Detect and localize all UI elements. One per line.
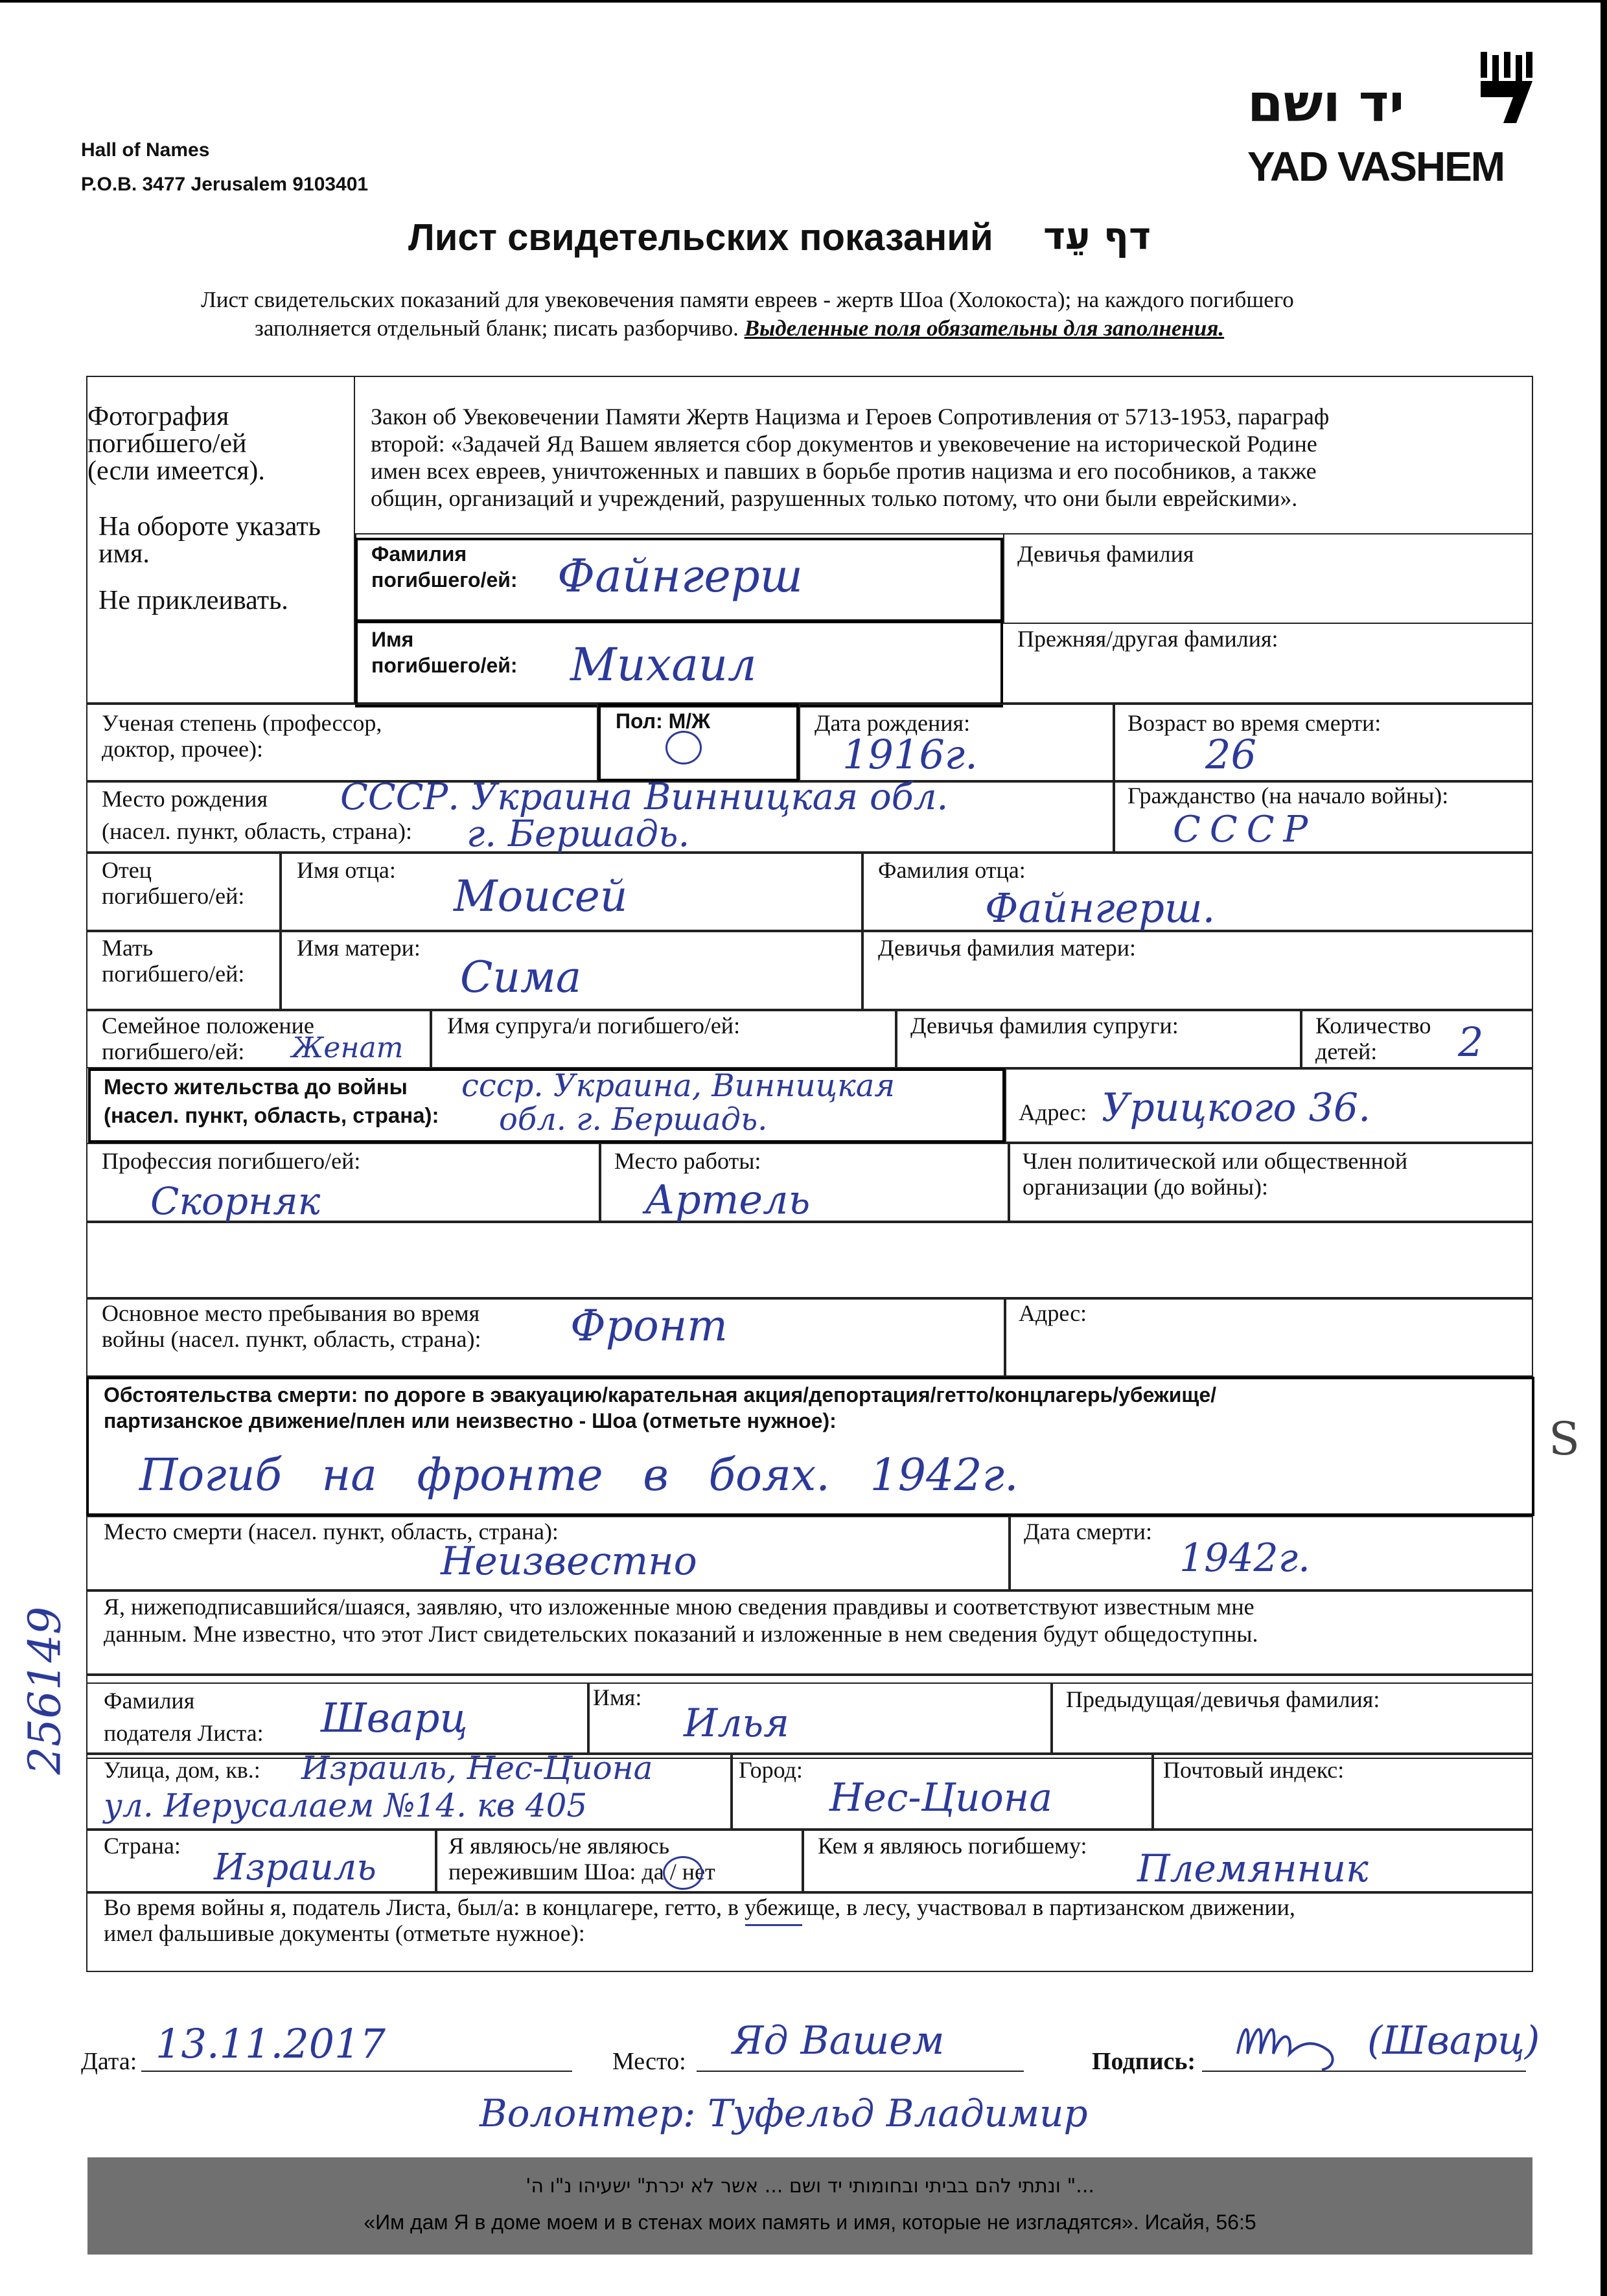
dob-label: Дата рождения: (815, 710, 971, 736)
photo-label (87, 403, 265, 485)
father-surname-label: Фамилия отца: (878, 857, 1026, 883)
citizenship-label: Гражданство (на начало войны): (1127, 783, 1449, 809)
footer-date-label: Дата: (81, 2048, 137, 2075)
membership-label-1: Член политической или общественной (1023, 1148, 1408, 1174)
wartime-place-label-1: Основное место пребывания во время (102, 1300, 480, 1326)
law-text (371, 403, 1329, 512)
intro-line-2 (255, 316, 1224, 341)
submitter-surname-label-2: подателя Листа: (104, 1720, 264, 1746)
photo-note (98, 513, 321, 614)
photo-note-3: Не приклеивать. (98, 586, 288, 615)
death-circumstances-label-1: Обстоятельства смерти: по дороге в эвакуацию/карательная акция/депортация/гетто/концлагерь/убежище/ (104, 1383, 1217, 1406)
mother-name-value: Сима (460, 952, 582, 1002)
residence-address-label: Адрес: (1019, 1099, 1087, 1125)
law-line-1: Закон об Увековечении Памяти Жертв Нацизма и Героев Сопротивления от 5713-1953, параграф (371, 404, 1330, 430)
death-circumstances-label (104, 1382, 1216, 1434)
dob-value: 1916г. (842, 731, 978, 778)
submitter-zip-label: Почтовый индекс: (1163, 1757, 1345, 1783)
photo-label-3: (если имеется). (87, 456, 265, 486)
blank-row[interactable] (86, 1222, 1533, 1298)
residence-value-1: ссср. Украина, Винницкая (461, 1068, 896, 1104)
relation-value: Племянник (1137, 1846, 1369, 1890)
death-circumstances-value: Погиб на фронте в боях. 1942г. (139, 1450, 1019, 1501)
footer-place-line[interactable] (697, 2071, 1024, 2072)
children-label (1315, 1013, 1431, 1064)
org-name: Hall of Names (81, 139, 210, 161)
father-label-2: погибшего/ей: (102, 883, 245, 909)
membership-label (1023, 1148, 1407, 1200)
workplace-value: Артель (645, 1176, 811, 1223)
victim-name-label-1: Имя (371, 628, 414, 651)
footer-place-value: Яд Вашем (732, 2018, 945, 2063)
death-place-label: Место смерти (насел. пункт, область, страна): (104, 1519, 559, 1544)
victim-name-label (371, 626, 518, 678)
father-name-label: Имя отца: (297, 857, 396, 883)
footer-date-value: 13.11.2017 (156, 2020, 386, 2067)
wartime-address-label: Адрес: (1019, 1300, 1087, 1326)
photo-label-1: Фотография (87, 402, 229, 431)
footer-quote-russian: «Им дам Я в доме моем и в стенах моих память и имя, которые не изгладятся». Исайя, 56:5 (364, 2210, 1256, 2234)
residence-label-2: (насел. пункт, область, страна): (104, 1103, 439, 1127)
submitter-prev-label: Предыдущая/девичья фамилия: (1066, 1686, 1380, 1712)
org-address: P.O.B. 3477 Jerusalem 9103401 (81, 174, 369, 195)
submitter-wartime-line-1: Во время войны я, податель Листа, был/а: в концлагере, гетто, в убежище, в лесу, участвовал в партизанском движении, (104, 1894, 1295, 1920)
submitter-wartime-line-2: имел фальшивые документы (отметьте нужное): (104, 1920, 585, 1946)
submitter-surname-value: Шварц (321, 1694, 468, 1741)
sex-label: Пол: М/Ж (616, 709, 711, 733)
logo-hebrew: יד ושם (1247, 73, 1405, 133)
victim-surname-label (371, 541, 518, 593)
victim-surname-label-1: Фамилия (371, 542, 467, 566)
death-date-value: 1942г. (1179, 1535, 1311, 1581)
yad-vashem-logo (1247, 45, 1532, 194)
scan-edge-right (1601, 0, 1607, 2296)
degree-label-1: Ученая степень (профессор, (102, 710, 382, 736)
degree-label (102, 710, 382, 762)
intro-line-1: Лист свидетельских показаний для увековечения памяти евреев - жертв Шоа (Холокоста); на каждого погибшего (201, 287, 1294, 312)
submitter-country-label: Страна: (104, 1833, 181, 1859)
mother-maiden-label: Девичья фамилия матери: (878, 935, 1137, 961)
law-line-2: второй: «Задачей Яд Вашем является сбор документов и увековечение на исторической Родине (371, 431, 1317, 457)
victim-name-value: Михаил (570, 638, 757, 691)
birthplace-label-2: (насел. пункт, область, страна): (102, 818, 413, 844)
prev-surname-label: Прежняя/другая фамилия: (1017, 626, 1278, 652)
footer-date-line[interactable] (141, 2071, 572, 2072)
birthplace-value-2: г. Бершадь. (467, 813, 690, 855)
ghetto-mark (745, 1924, 802, 1926)
residence-value-2: обл. г. Бершадь. (499, 1101, 768, 1138)
submitter-name-label: Имя: (593, 1684, 642, 1710)
children-value: 2 (1458, 1018, 1484, 1066)
spouse-name-label: Имя супруга/и погибшего/ей: (447, 1013, 741, 1039)
page-title: Лист свидетельских показаний (408, 216, 993, 258)
marital-status-label-1: Семейное положение (102, 1013, 314, 1039)
submitter-wartime-label (104, 1894, 1295, 1946)
volunteer-note: Волонтер: Туфельд Владимир (480, 2091, 1088, 2135)
marital-status-label-2: погибшего/ей: (102, 1039, 245, 1064)
submitter-surname-label (104, 1684, 264, 1749)
signature-scribble (1231, 2015, 1354, 2073)
relation-label: Кем я являюсь погибшему: (818, 1833, 1087, 1859)
submitter-city-value: Нес-Циона (829, 1775, 1053, 1820)
age-label: Возраст во время смерти: (1127, 710, 1382, 736)
submitter-street-value-1: Израиль, Нес-Циона (301, 1749, 653, 1787)
death-circumstances-label-2: партизанское движение/плен или неизвестно - Шоа (отметьте нужное): (104, 1409, 837, 1432)
father-surname-value: Файнгерш. (985, 884, 1216, 932)
footer-signature-value: (Шварц) (1367, 2018, 1540, 2063)
workplace-label: Место работы: (614, 1148, 761, 1174)
menorah-hand-icon (1477, 52, 1532, 130)
declaration-line-2: данным. Мне известно, что этот Лист свидетельских показаний и изложенные в нем сведения будут общедоступны. (104, 1621, 1258, 1647)
submitter-city-label: Город: (739, 1757, 803, 1783)
submitter-surname-label-1: Фамилия (104, 1688, 195, 1714)
photo-label-2: погибшего/ей (87, 429, 247, 459)
sex-male-circle (665, 731, 702, 764)
children-label-1: Количество (1315, 1013, 1431, 1039)
wartime-place-value: Фронт (570, 1301, 728, 1351)
residence-label (104, 1073, 439, 1130)
declaration-line-1: Я, нижеподписавшийся/шаяся, заявляю, что изложенные мною сведения правдивы и соответствуют известным мне (104, 1594, 1254, 1620)
law-line-4: общин, организаций и учреждений, разрушенных только потому, что они были еврейскими». (371, 485, 1298, 511)
photo-note-1: На обороте указать (98, 512, 321, 542)
footer-quote-band (87, 2157, 1532, 2255)
maiden-name-label: Девичья фамилия (1017, 541, 1194, 567)
survivor-yes-circle (663, 1856, 703, 1890)
death-date-label: Дата смерти: (1024, 1519, 1153, 1544)
law-line-3: имен всех евреев, уничтоженных и павших в борьбе против нацизма и его пособников, а также (371, 458, 1317, 484)
scan-edge-top (0, 0, 1607, 3)
birthplace-label-1: Место рождения (102, 786, 268, 812)
profession-label: Профессия погибшего/ей: (102, 1148, 361, 1174)
footer-quote-hebrew: ..." ונתתי להם בביתי ובחומותי יד ושם ... אשר לא יכרת" ישעיהו נ"ו ה' (526, 2175, 1094, 2198)
submitter-name-value: Илья (684, 1701, 789, 1746)
declaration-text (104, 1593, 1258, 1647)
age-value: 26 (1205, 731, 1256, 778)
father-name-value: Моисей (454, 871, 628, 921)
submitter-street-value-2: ул. Иерусалаем №14. кв 405 (104, 1787, 588, 1824)
father-label-1: Отец (102, 857, 152, 883)
side-reference-number: 256149 (19, 1606, 71, 1775)
wartime-place-label (102, 1300, 481, 1352)
submitter-street-label: Улица, дом, кв.: (104, 1757, 260, 1783)
birthplace-value-1: СССР. Украина Винницкая обл. (340, 776, 949, 818)
logo-latin: YAD VASHEM (1247, 143, 1505, 190)
page-title-hebrew: דף עֵד (1043, 214, 1151, 258)
spouse-maiden-label: Девичья фамилия супруги: (910, 1013, 1179, 1039)
margin-mark: S (1549, 1412, 1580, 1465)
victim-surname-label-2: погибшего/ей: (371, 568, 518, 591)
wartime-place-label-2: войны (насел. пункт, область, страна): (102, 1326, 481, 1352)
children-label-2: детей: (1315, 1039, 1378, 1064)
citizenship-value: СССР (1173, 809, 1317, 851)
mother-label-2: погибшего/ей: (102, 961, 245, 987)
residence-address-value: Урицкого 36. (1102, 1085, 1371, 1131)
mother-label (102, 935, 244, 987)
mother-name-label: Имя матери: (297, 935, 421, 961)
victim-surname-value: Файнгерш (557, 549, 803, 603)
submitter-country-value: Израиль (214, 1846, 376, 1888)
marital-status-label (102, 1013, 314, 1064)
photo-note-2: имя. (98, 539, 150, 569)
residence-label-1: Место жительства до войны (104, 1075, 408, 1099)
father-label (102, 857, 244, 909)
submitter-name-field[interactable] (588, 1682, 1052, 1754)
mother-label-1: Мать (102, 935, 154, 961)
profession-value: Скорняк (150, 1179, 321, 1223)
survivor-label-1: Я являюсь/не являюсь (448, 1833, 670, 1859)
footer-place-label: Место: (612, 2048, 686, 2075)
death-place-value: Неизвестно (441, 1539, 697, 1584)
degree-label-2: доктор, прочее): (102, 736, 263, 762)
survivor-label-2: пережившим Шоа: да / нет (448, 1859, 715, 1885)
footer-signature-label: Подпись: (1092, 2048, 1196, 2075)
intro-required-note: Выделенные поля обязательны для заполнения. (744, 316, 1225, 341)
marital-status-value: Женат (292, 1031, 404, 1064)
membership-label-2: организации (до войны): (1023, 1174, 1269, 1200)
intro-text: заполняется отдельный бланк; писать разборчиво. (255, 316, 739, 341)
victim-name-label-2: погибшего/ей: (371, 654, 518, 677)
